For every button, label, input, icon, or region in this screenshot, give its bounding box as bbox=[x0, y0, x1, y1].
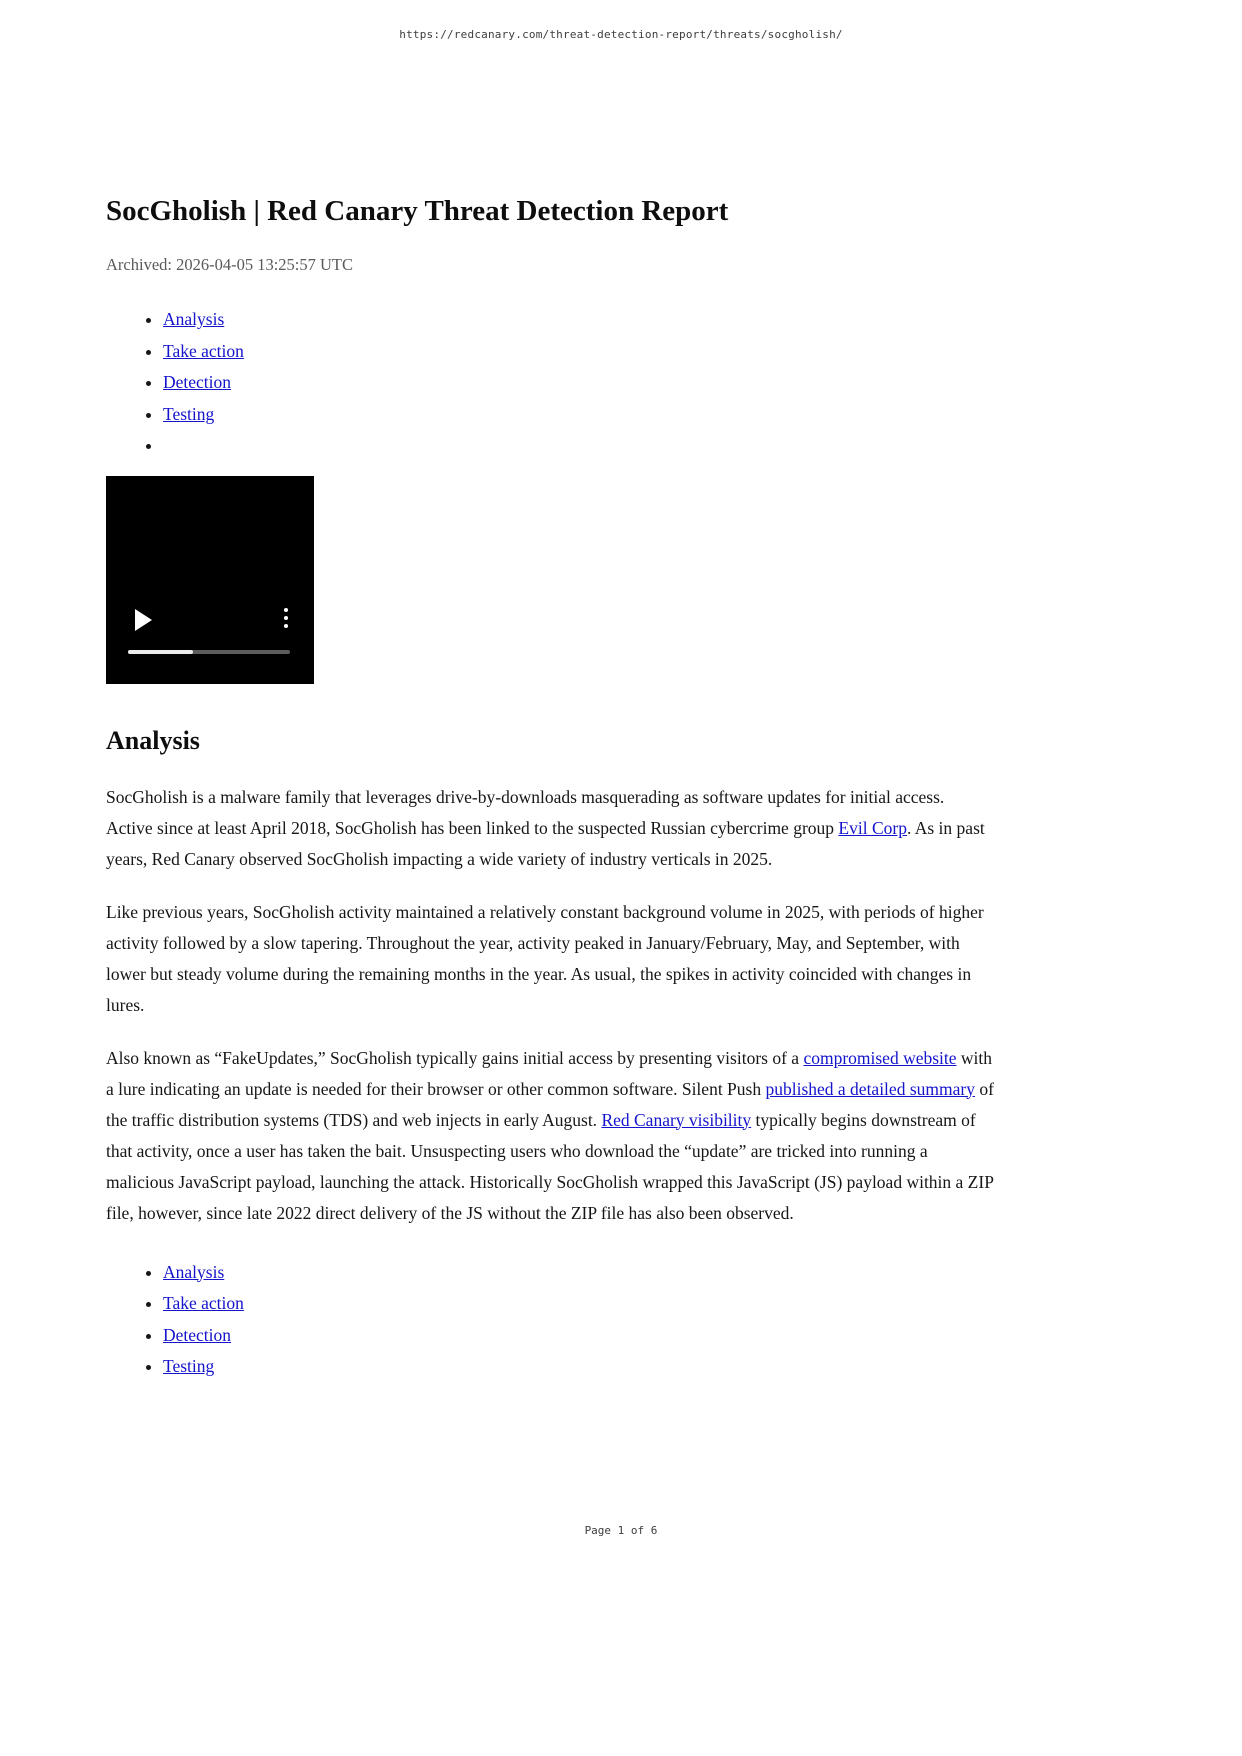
toc-item bbox=[163, 1257, 994, 1289]
play-icon[interactable] bbox=[135, 609, 152, 631]
toc-link-testing[interactable]: Testing bbox=[163, 403, 215, 424]
published-summary-link[interactable]: published a detailed summary bbox=[765, 1078, 975, 1099]
kebab-menu-icon[interactable] bbox=[284, 608, 288, 628]
document-body bbox=[106, 0, 994, 1383]
toc-item bbox=[163, 336, 994, 368]
toc-item bbox=[163, 304, 994, 336]
video-progress-bar[interactable] bbox=[128, 650, 290, 654]
analysis-paragraph-2: Like previous years, SocGholish activity maintained a relatively constant background volume in 2025, with periods of higher activity followed by a slow tapering. Throughout the year, activity peaked in January/February, May, and September, with lower but steady volume during the remaining months in the year. As usual, the spikes in activity coincided with changes in lures. bbox=[106, 901, 984, 1015]
toc-link-detection[interactable]: Detection bbox=[163, 1324, 232, 1345]
compromised-website-link[interactable]: compromised website bbox=[803, 1047, 957, 1068]
toc-item bbox=[163, 367, 994, 399]
toc-link-take-action[interactable]: Take action bbox=[163, 1293, 244, 1313]
analysis-heading: Analysis bbox=[106, 725, 200, 755]
toc-item bbox=[163, 1320, 994, 1352]
analysis-paragraph-1: SocGholish is a malware family that leverages drive-by-downloads masquerading as software updates for initial access. Active since at least April 2018, SocGholish has been linked to the suspected Russian cybercrime group Evil Corp. As in past years, Red Canary observed SocGholish impacting a wide variety of industry verticals in 2025. bbox=[106, 786, 985, 869]
evil-corp-link[interactable]: Evil Corp bbox=[838, 817, 907, 838]
archived-timestamp: Archived: 2026-04-05 13:25:57 UTC bbox=[106, 255, 354, 274]
toc-item bbox=[163, 1351, 994, 1383]
toc-link-testing[interactable]: Testing bbox=[163, 1356, 215, 1376]
video-progress-fill bbox=[128, 650, 193, 654]
toc-link-analysis[interactable]: Analysis bbox=[163, 309, 225, 329]
toc-item bbox=[163, 399, 994, 431]
toc-link-take-action[interactable]: Take action bbox=[163, 340, 244, 361]
toc-link-detection[interactable]: Detection bbox=[163, 372, 232, 392]
red-canary-visibility-link[interactable]: Red Canary visibility bbox=[601, 1109, 752, 1130]
toc-list-top bbox=[106, 304, 994, 462]
toc-item bbox=[163, 1288, 994, 1320]
archive-url-header: https://redcanary.com/threat-detection-report/threats/socgholish/ bbox=[399, 28, 843, 41]
analysis-paragraph-3: Also known as “FakeUpdates,” SocGholish typically gains initial access by presenting visitors of a compromised website with a lure indicating an update is needed for their browser or other common software. Silent Push published a detailed summary of the traffic distribution systems (TDS) and web injects in early August. Red Canary visibility typically begins downstream of that activity, once a user has taken the bait. Unsuspecting users who download the “update” are tricked into running a malicious JavaScript payload, launching the attack. Historically SocGholish wrapped this JavaScript (JS) payload within a ZIP file, however, since late 2022 direct delivery of the JS without the ZIP file has also been observed. bbox=[106, 1047, 994, 1223]
page-title: SocGholish | Red Canary Threat Detection Report bbox=[106, 195, 729, 227]
toc-list-bottom bbox=[106, 1257, 994, 1383]
video-player[interactable] bbox=[106, 476, 314, 684]
toc-item-empty bbox=[163, 430, 994, 462]
page-number-footer: Page 1 of 6 bbox=[584, 1524, 658, 1537]
toc-link-analysis[interactable]: Analysis bbox=[163, 1261, 225, 1282]
